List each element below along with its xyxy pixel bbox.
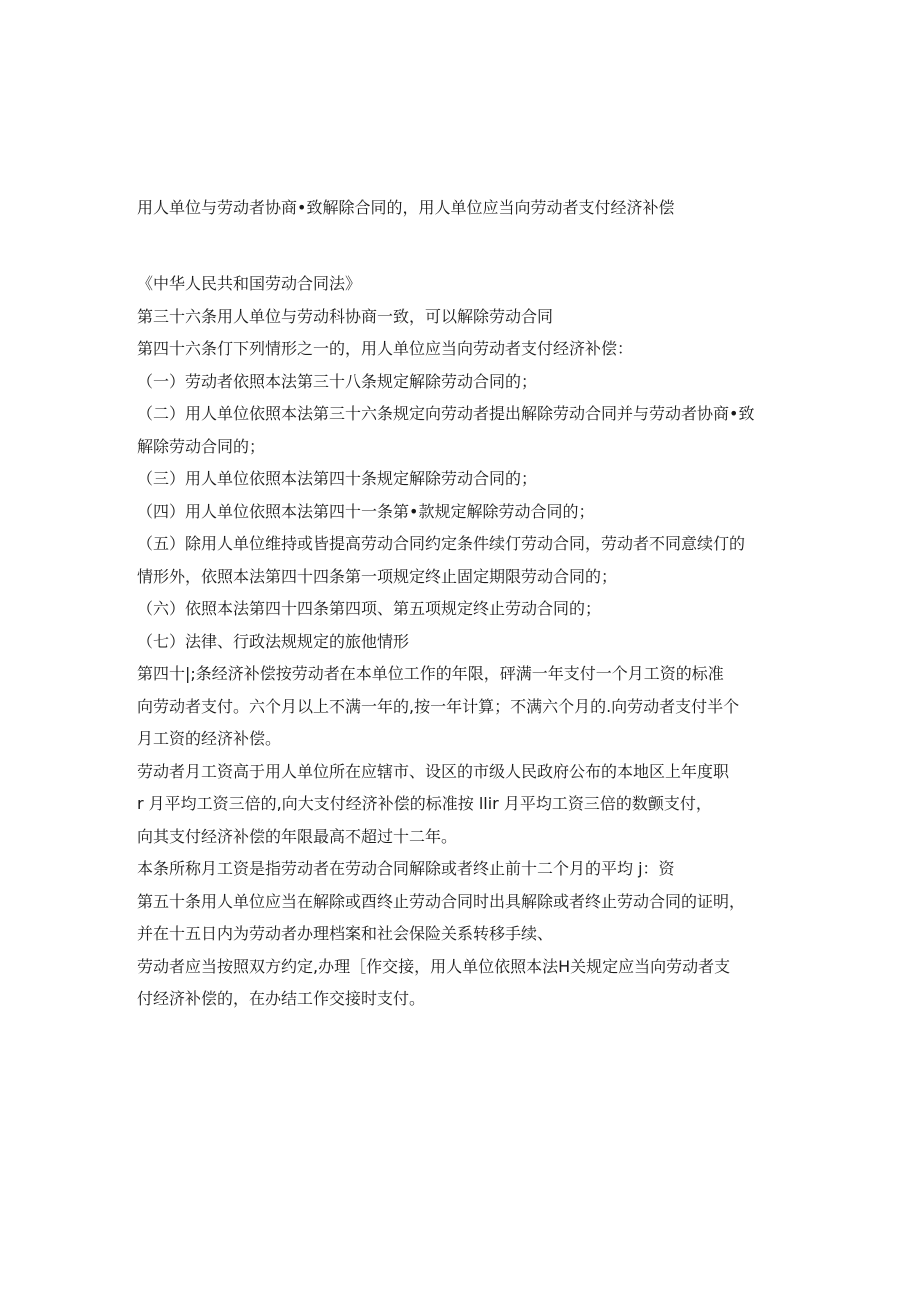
paragraph-line: 情形外，依照本法第四十四条第一项规定终止固定期限劳动合同的；: [137, 566, 618, 586]
document-heading: 用人单位与劳动者协商•致解除合同的，用人单位应当向劳动者支付经济补偿: [137, 198, 675, 217]
paragraph-line: 向劳动者支付。六个月以上不满一年的,按一年计算；不满六个月的.向劳动者支付半个: [137, 696, 740, 716]
paragraph-line: （二）用人单位依照本法第三十六条规定向劳动者提出解除劳动合同并与劳动者协商•致: [137, 404, 755, 423]
paragraph-line: 第五十条用人单位应当在解除或酉终止劳动合同时出具解除或者终止劳动合同的证明，: [137, 891, 746, 911]
paragraph-line: 并在十五日内为劳动者办理档案和社会保险关系转移手续、: [137, 924, 554, 943]
paragraph-line: 《中华人民共和国劳动合同法》: [137, 274, 362, 293]
paragraph-line: （五）除用人单位维持或皆提高劳动合同约定条件续仃劳动合同，劳动者不同意续仃的: [137, 534, 746, 553]
paragraph-line: 解除劳动合同的；: [137, 436, 266, 456]
paragraph-line: （六）依照本法第四十四条第四项、第五项规定终止劳动合同的；: [137, 599, 602, 618]
paragraph-line: （七）法律、行政法规规定的旅他情形: [137, 631, 410, 651]
paragraph-line: 本条所称月工资是指劳动者在劳动合同解除或者终止前十二个月的平均 j：资: [137, 859, 675, 878]
paragraph-line: 月工资的经济补偿。: [137, 729, 282, 748]
paragraph-line: 劳动者应当按照双方约定,办理［作交接，用人单位依照本法H关规定应当向劳动者支: [137, 956, 731, 976]
paragraph-line: r 月平均工资三倍的,向大支付经济补偿的标准按 llir 月平均工资三倍的数颤支付，: [137, 794, 712, 813]
paragraph-line: （一）劳动者依照本法第三十八条规定解除劳动合同的；: [137, 371, 538, 391]
paragraph-line: （四）用人单位依照本法第四十一条第•款规定解除劳动合同的；: [137, 501, 595, 521]
paragraph-line: 第四十|;条经济补偿按劳动者在本单位工作的年限，砰满一年支付一个月工资的标准: [137, 664, 724, 683]
paragraph-line: （三）用人单位依照本法第四十条规定解除劳动合同的；: [137, 469, 538, 488]
paragraph-line: 付经济补偿的，在办结工作交接时支付。: [137, 989, 426, 1008]
paragraph-line: 第四十六条仃下列情形之一的，用人单位应当向劳动者支付经济补偿：: [137, 339, 634, 358]
paragraph-line: 劳动者月工资高于用人单位所在应辖市、设区的市级人民政府公布的本地区上年度职: [137, 761, 730, 781]
document-body: [137, 268, 797, 1016]
paragraph-line: 第三十六条用人单位与劳动科协商一致，可以解除劳动合同: [137, 306, 554, 326]
paragraph-line: 向其支付经济补偿的年限最高不超过十二年。: [137, 826, 458, 846]
